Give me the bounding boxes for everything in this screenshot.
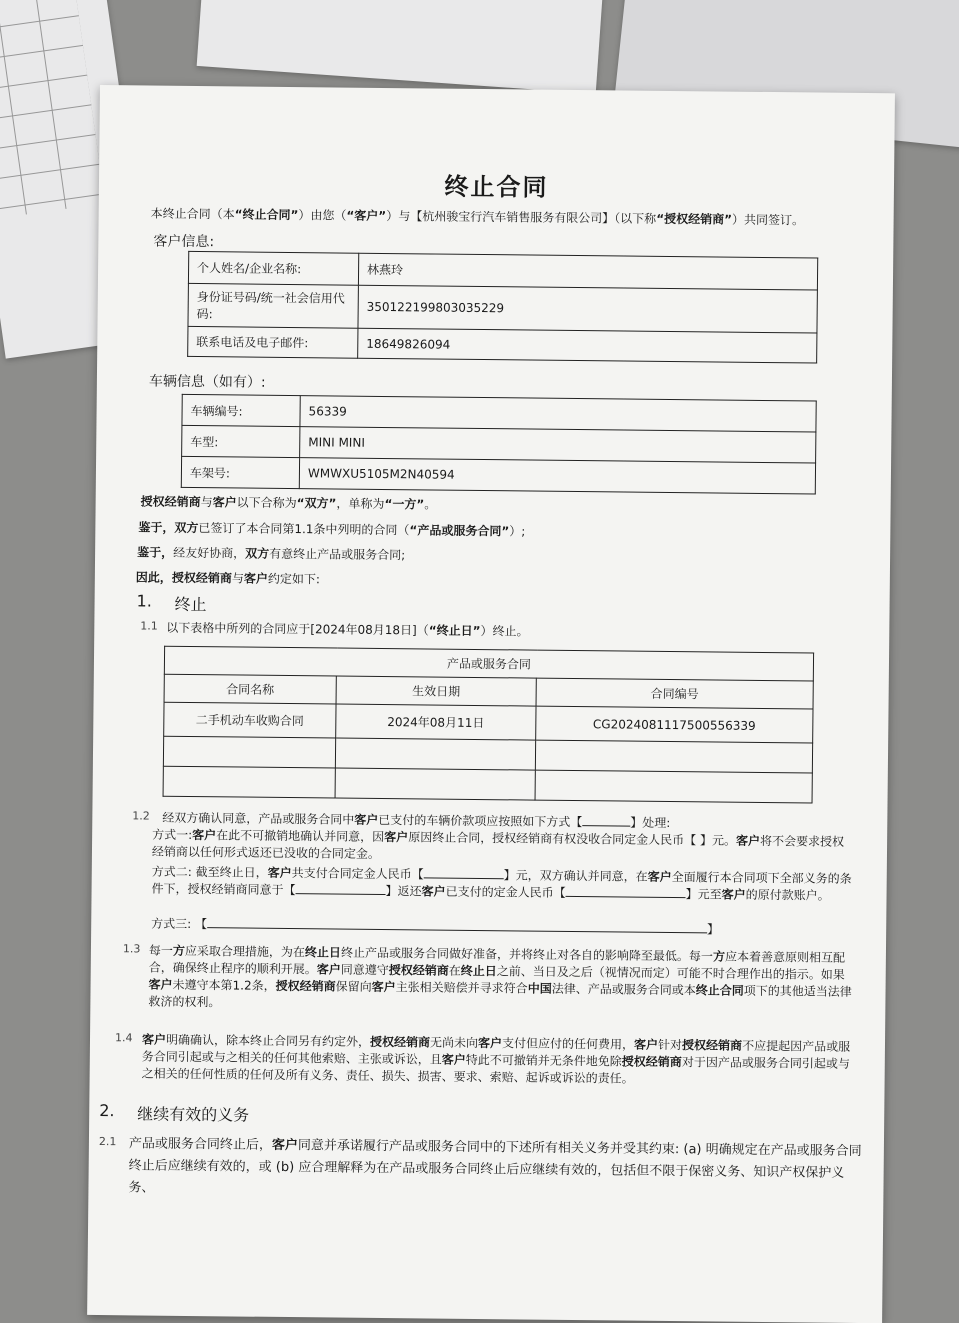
- customer-name-label: 个人姓名/企业名称:: [188, 251, 358, 285]
- method-blank[interactable]: [582, 825, 630, 827]
- refund-date-blank[interactable]: [296, 893, 386, 895]
- customer-section-label: 客户信息:: [153, 233, 215, 251]
- whereas-1: 鉴于，双方已签订了本合同第1.1条中列明的合同（“产品或服务合同”）;: [138, 520, 526, 539]
- background-paper-top: [197, 0, 604, 94]
- contract-date-cell: 2024年08月11日: [336, 704, 536, 740]
- vehicle-model-label: 车型:: [182, 425, 300, 457]
- section-2-number: 2.: [99, 1101, 115, 1121]
- method-three-blank[interactable]: [207, 927, 707, 933]
- clause-1-2-number: 1.2: [132, 809, 150, 823]
- customer-info-table: [187, 251, 818, 364]
- vehicle-info-table: [181, 394, 817, 495]
- clause-1-1-text: 以下表格中所列的合同应于[2024年08月18日]（“终止日”）终止。: [166, 620, 529, 639]
- clause-1-3-number: 1.3: [122, 942, 141, 956]
- column-header-name: 合同名称: [164, 674, 336, 704]
- column-header-number: 合同编号: [536, 678, 813, 709]
- clause-2-1-text: 产品或服务合同终止后，客户同意并承诺履行产品或服务合同中的下述所有相关义务并受其约束: (a) 明确规定在产品或服务合同终止后应继续有效的，或 (b) 应合理解释为在产品或服务合同终止后应继续有效的，包括但不限于保密义务、知识产权保护义务、: [128, 1136, 862, 1196]
- customer-id-label: 身份证号码/统一社会信用代码:: [188, 283, 358, 328]
- clause-1-1-number: 1.1: [140, 619, 158, 633]
- refund-amount-blank[interactable]: [566, 896, 686, 898]
- vehicle-vin-label: 车架号:: [181, 456, 299, 488]
- contract-paper: [87, 85, 895, 1323]
- intro-line: 本终止合同（本“终止合同”）由您（“客户”）与【杭州骏宝行汽车销售服务有限公司】（以下称“授权经销商”）共同签订。: [150, 206, 805, 228]
- method-two: 方式二: 截至终止日，客户共支付合同定金人民币【 】元，双方确认并同意，在客户全面履行本合同项下全部义务的条件下，授权经销商同意于【 】返还客户已支付的定金人民币【 】元至客户的原付款账户。: [151, 864, 852, 903]
- clause-1-4-text: 客户明确确认，除本终止合同另有约定外，授权经销商无尚未向客户支付但应付的任何费用，客户针对授权经销商不应提起因产品或服务合同引起或与之相关的任何其他索赔、主张或诉讼，且客户特此不可撤销并无条件地免除授权经销商对于因产品或服务合同引起或与之相关的任何性质的任何及所有义务、责任、损失、损害、要求、索赔、起诉或诉讼的责任。: [141, 1032, 851, 1086]
- clause-1-4-number: 1.4: [114, 1031, 133, 1045]
- whereas-2: 鉴于，经友好协商，双方有意终止产品或服务合同;: [137, 545, 406, 563]
- vehicle-vin-value: WMWXU5105M2N40594: [299, 458, 815, 494]
- product-service-contract-table: [163, 646, 815, 804]
- page-title: 终止合同: [444, 172, 549, 202]
- table-row: [188, 326, 817, 363]
- customer-contact-value: 18649826094: [358, 328, 817, 363]
- section-2-title: 继续有效的义务: [137, 1104, 250, 1125]
- contract-name-cell: 二手机动车收购合同: [164, 702, 336, 738]
- vehicle-number-value: 56339: [300, 396, 816, 432]
- contract-number-cell: CG2024081117500556339: [536, 706, 813, 743]
- table-row-empty: [163, 766, 812, 803]
- vehicle-section-label: 车辆信息（如有）:: [148, 373, 266, 391]
- vehicle-number-label: 车辆编号:: [182, 394, 300, 426]
- section-1-number: 1.: [136, 591, 152, 611]
- deposit-amount-blank[interactable]: [424, 877, 504, 879]
- customer-contact-label: 联系电话及电子邮件:: [188, 326, 358, 358]
- table-row: [181, 456, 815, 494]
- method-three: 方式三: 【 】: [151, 916, 720, 937]
- therefore-line: 因此，授权经销商与客户约定如下:: [135, 570, 321, 587]
- background-grid: [0, 0, 105, 220]
- column-header-date: 生效日期: [336, 676, 536, 706]
- table-caption: 产品或服务合同: [164, 646, 813, 681]
- vehicle-model-value: MINI MINI: [300, 427, 816, 463]
- method-one: 方式一:客户在此不可撤销地确认并同意，因客户原因终止合同，授权经销商有权没收合同定金人民币【 】元。客户将不会要求授权经销商以任何形式返还已没收的合同定金。: [151, 827, 845, 861]
- section-1-title: 终止: [174, 594, 207, 615]
- clause-2-1-number: 2.1: [98, 1135, 117, 1149]
- customer-name-value: 林燕玲: [358, 253, 817, 290]
- customer-id-value: 350122199803035229: [358, 285, 817, 333]
- party-definition: 授权经销商与客户以下合称为“双方”，单称为“一方”。: [140, 494, 437, 512]
- table-row: [188, 283, 817, 333]
- clause-1-3-text: 每一方应采取合理措施，为在终止日终止产品或服务合同做好准备，并将终止对各自的影响降至最低。每一方应本着善意原则相互配合，确保终止程序的顺利开展。客户同意遵守授权经销商在终止日之前、当日及之后（视情况而定）可能不时合理作出的指示。如果客户未遵守本第1.2条，授权经销商保留向客户主张相关赔偿并寻求符合中国法律、产品或服务合同或本终止合同项下的其他适当法律救济的权利。: [148, 943, 852, 1010]
- clause-1-2-line1: 经双方确认同意，产品或服务合同中客户已支付的车辆价款项应按照如下方式【 】处理:: [162, 810, 671, 831]
